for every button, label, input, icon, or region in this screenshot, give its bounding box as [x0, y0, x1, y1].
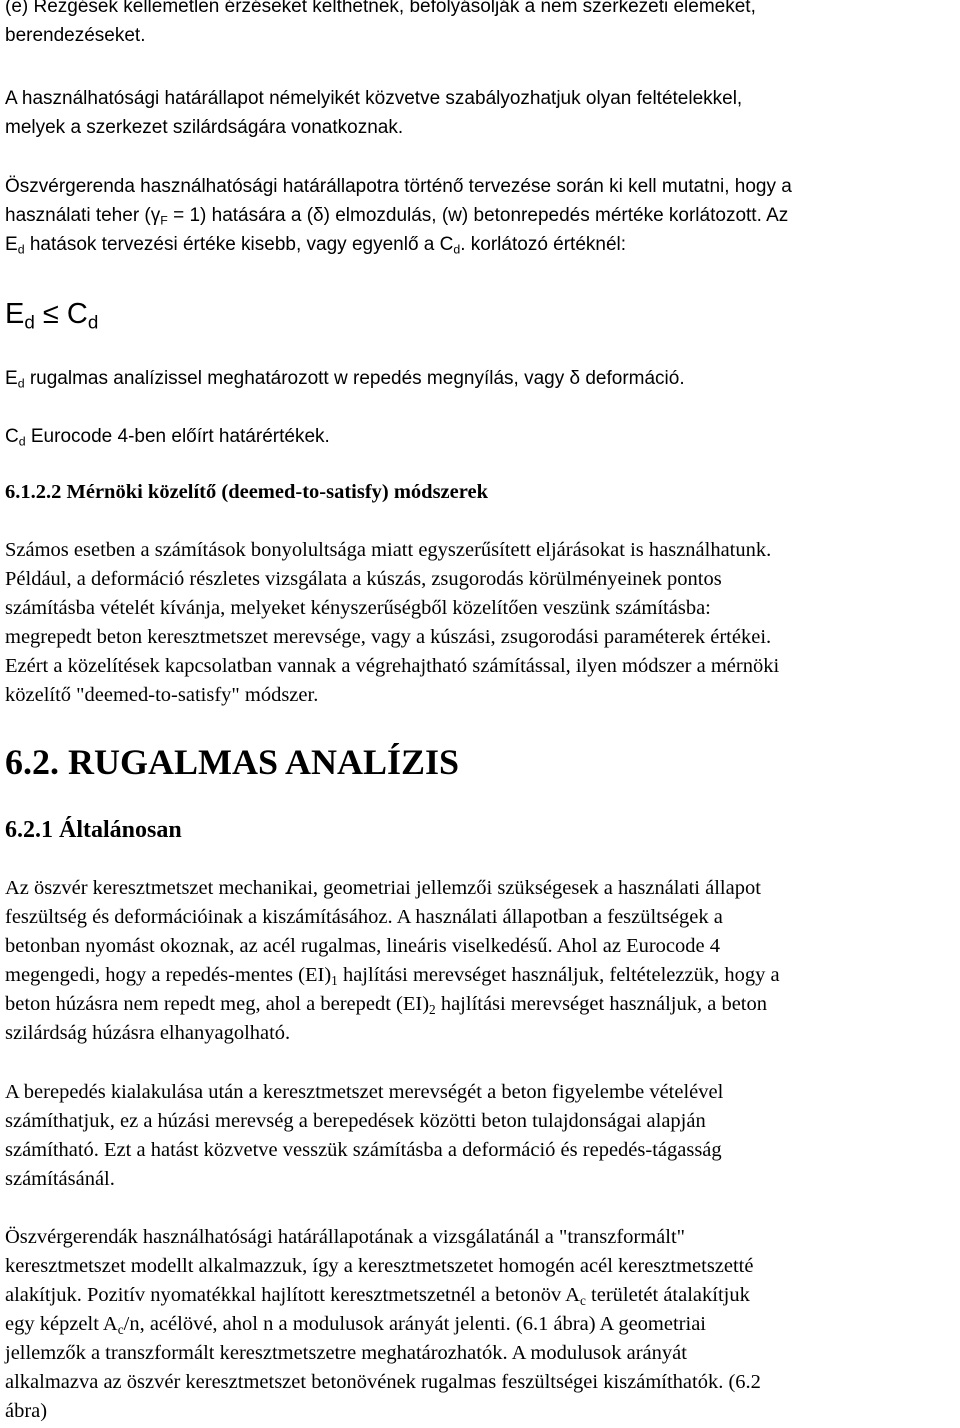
- text-line: [5, 230, 955, 259]
- text-run: Eurocode 4-ben előírt határértékek.: [25, 426, 330, 447]
- paragraph-general: [5, 874, 955, 1048]
- formula-symbol: C: [66, 298, 88, 330]
- text-line: alkalmazva az öszvér keresztmetszet betonövének rugalmas feszültségei kiszámíthatók. (6.2: [5, 1371, 761, 1393]
- text-line: [5, 422, 955, 451]
- text-run: hatások tervezési értéke kisebb, vagy egyenlő a C: [24, 234, 454, 255]
- text-run: = 1) hatására a (δ) elmozdulás, (w) betonrepedés mértéke korlátozott. Az: [167, 205, 789, 226]
- text-line: [5, 1310, 955, 1339]
- paragraph-cracking: [5, 1078, 955, 1194]
- subscript: d: [17, 242, 25, 257]
- text-line: számításánál.: [5, 1168, 115, 1190]
- text-line: [5, 990, 955, 1019]
- symbol: E: [5, 368, 18, 389]
- subscript: c: [117, 1321, 124, 1337]
- text-line: Ezért a közelítések kapcsolatban vannak a végrehajtható számítással, ilyen módszer a mérnöki: [5, 655, 780, 677]
- paragraph-indirect-control: [5, 84, 955, 142]
- text-line: [5, 1281, 955, 1310]
- text-line: Az öszvér keresztmetszet mechanikai, geometriai jellemzői szükségesek a használati állapot: [5, 877, 761, 899]
- text-line: jellemzők a transzformált keresztmetszetre meghatározhatók. A modulusok arányát: [5, 1342, 687, 1364]
- text-line: Például, a deformáció részletes vizsgálata a kúszás, zsugorodás körülményeinek pontos: [5, 568, 722, 590]
- text-line: (e) Rezgések kellemetlen érzéseket kelthetnek, befolyásolják a nem szerkezeti elemeket,: [5, 0, 756, 17]
- text-run: használati teher (γ: [5, 205, 161, 226]
- section-heading-6-1-2-2: 6.1.2.2 Mérnöki közelítő (deemed-to-satisfy) módszerek: [5, 481, 488, 503]
- text-line: szilárdság húzásra elhanyagolható.: [5, 1022, 291, 1044]
- text-line: melyek a szerkezet szilárdságára vonatkoznak.: [5, 117, 404, 138]
- paragraph-approximate-methods: [5, 536, 955, 710]
- text-line: feszültség és deformációinak a kiszámításához. A használati állapotban a feszültségek a: [5, 906, 723, 928]
- text-line: [5, 961, 955, 990]
- text-line: A használhatósági határállapot némelyikét közvetve szabályozhatjuk olyan feltételekkel,: [5, 88, 743, 109]
- text-line: Öszvérgerenda használhatósági határállapotra történő tervezése során ki kell mutatni, hogy a: [5, 176, 792, 197]
- definition-ed: [5, 364, 955, 393]
- subscript: d: [453, 242, 461, 257]
- subscript: d: [18, 434, 26, 449]
- subscript: d: [24, 311, 35, 333]
- text-line: megrepedt beton keresztmetszet merevsége, vagy a kúszási, zsugorodási paraméterek értékei.: [5, 626, 772, 648]
- text-line: berendezéseket.: [5, 25, 146, 46]
- text-line: [5, 364, 955, 393]
- text-run: /n, acélövé, ahol n a modulusok arányát jelenti. (6.1 ábra) A geometriai: [123, 1313, 706, 1335]
- formula-symbol: E: [5, 298, 25, 330]
- subscript: c: [580, 1292, 586, 1308]
- formula-ed-le-cd: [5, 296, 955, 332]
- text-line: közelítő "deemed-to-satisfy" módszer.: [5, 684, 319, 706]
- text-run: területét átalakítjuk: [585, 1284, 750, 1306]
- text-run: egy képzelt A: [5, 1313, 118, 1335]
- text-line: Öszvérgerendák használhatósági határállapotának a vizsgálatánál a "transzformált": [5, 1226, 686, 1248]
- subscript: d: [17, 376, 25, 391]
- text-line: számíthatjuk, ez a húzási merevség a berepedések közötti beton tulajdonságai alapján: [5, 1110, 706, 1132]
- text-line: betonban nyomást okoznak, az acél rugalmas, lineáris viselkedésű. Ahol az Eurocode 4: [5, 935, 720, 957]
- subscript: F: [160, 213, 168, 228]
- definition-cd: [5, 422, 955, 451]
- text-line: ábra): [5, 1400, 48, 1422]
- text-line: számításba vételét kívánja, melyeket kényszerűségből közelítően veszünk számításba:: [5, 597, 711, 619]
- text-run: hajlítási merevséget használjuk, a beton: [435, 993, 768, 1015]
- symbol: C: [5, 426, 19, 447]
- formula-operator: ≤: [34, 298, 67, 330]
- text-run: alakítjuk. Pozitív nyomatékkal hajlított keresztmetszetnél a betonöv A: [5, 1284, 580, 1306]
- text-line: [5, 201, 955, 230]
- paragraph-transformed-section: [5, 1223, 955, 1426]
- paragraph-vibrations: [5, 0, 955, 50]
- text-run: E: [5, 234, 18, 255]
- text-run: rugalmas analízissel meghatározott w repedés megnyílás, vagy δ deformáció.: [24, 368, 685, 389]
- text-line: A berepedés kialakulása után a keresztmetszet merevségét a beton figyelembe vételével: [5, 1081, 724, 1103]
- text-run: beton húzásra nem repedt meg, ahol a berepedt (EI): [5, 993, 430, 1015]
- text-run: megengedi, hogy a repedés-mentes (EI): [5, 964, 332, 986]
- section-heading-6-2-1: 6.2.1 Általánosan: [5, 817, 182, 843]
- subscript: d: [87, 311, 99, 333]
- subscript: 2: [429, 1001, 436, 1017]
- text-run: hajlítási merevséget használjuk, feltételezzük, hogy a: [337, 964, 780, 986]
- text-line: Számos esetben a számítások bonyolultsága miatt egyszerűsített eljárásokat is használhatunk.: [5, 539, 772, 561]
- section-heading-6-2: 6.2. RUGALMAS ANALÍZIS: [5, 742, 460, 782]
- subscript: 1: [331, 972, 338, 988]
- text-line: keresztmetszet modellt alkalmazzuk, így a keresztmetszetet homogén acél keresztmetszetté: [5, 1255, 754, 1277]
- text-run: . korlátozó értéknél:: [460, 234, 627, 255]
- paragraph-design-requirement: [5, 172, 955, 259]
- text-line: számítható. Ezt a hatást közvetve vesszük számításba a deformáció és repedés-tágasság: [5, 1139, 722, 1161]
